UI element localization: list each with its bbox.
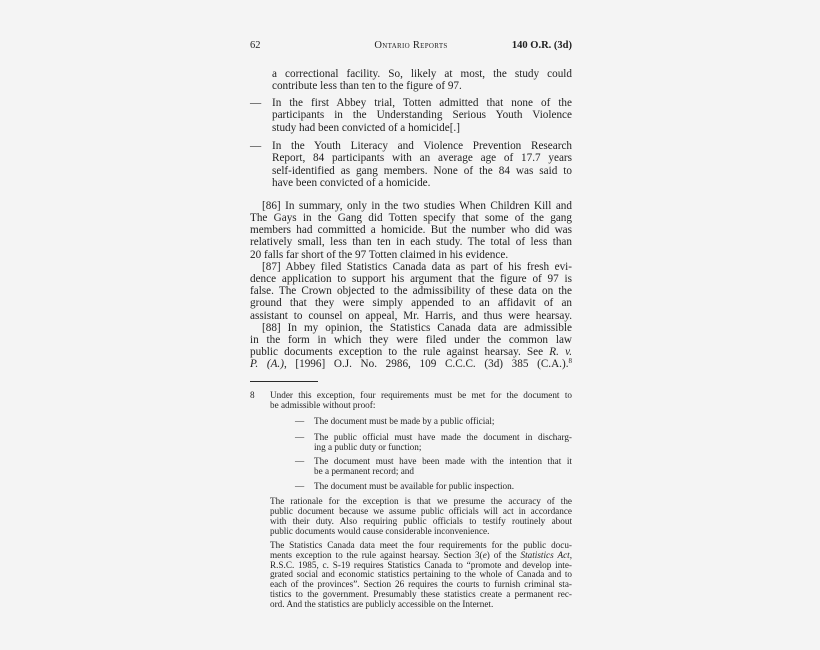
requirement-item bbox=[250, 456, 572, 476]
bullet-text bbox=[272, 140, 572, 190]
text-segment: , [1996] O.J. No. 2986, 109 C.C.C. (3d) 385 (C.A.). bbox=[283, 358, 569, 371]
requirement-item bbox=[250, 432, 572, 452]
text-line: In the first Abbey trial, Totten admitted that none of the bbox=[272, 96, 572, 109]
text-line: with their duty. Also requiring public officials to testify routinely about bbox=[270, 516, 572, 526]
em-dash-bullet: — bbox=[295, 432, 305, 442]
page-number: 62 bbox=[250, 40, 261, 51]
text-line: The document must be made by a public official; bbox=[314, 416, 495, 426]
text-line: public documents would cause considerable inconvenience. bbox=[270, 526, 490, 536]
em-dash-bullet: — bbox=[295, 481, 305, 491]
text-line: in the form in which they were filed under the common law bbox=[250, 334, 572, 347]
bullet-continuation bbox=[272, 68, 572, 93]
volume-citation: 140 O.R. (3d) bbox=[511, 40, 572, 51]
text-line: self-identified as gang members. None of the 84 was said to bbox=[272, 164, 572, 177]
text-segment: ) of the bbox=[486, 549, 521, 560]
running-title: Ontario Reports bbox=[374, 40, 448, 51]
case-name-italic: P. (A.) bbox=[250, 358, 284, 371]
text-line: R.S.C. 1985, c. S-19 requires Statistics Canada to “promote and develop inte- bbox=[270, 559, 572, 570]
bullet-item bbox=[250, 140, 572, 190]
bullet-item bbox=[250, 97, 572, 135]
text-line: The public official must have made the document in discharg- bbox=[314, 432, 572, 442]
requirement-text bbox=[314, 481, 572, 491]
text-line: assistant to counsel on appeal, Mr. Harris, and thus were hearsay. bbox=[250, 309, 572, 322]
text-line: The Statistics Canada data meet the four requirements for the public docu- bbox=[270, 540, 572, 550]
text-line: ord. And the statistics are publicly accessible on the Internet. bbox=[270, 598, 494, 609]
requirement-text bbox=[314, 432, 572, 452]
em-dash-bullet: — bbox=[295, 416, 305, 426]
text-line: a correctional facility. So, likely at most, the study could bbox=[272, 67, 572, 80]
text-line: study had been convicted of a homicide[.] bbox=[272, 121, 460, 134]
bullet-text bbox=[272, 97, 572, 135]
text-line: ing a public duty or function; bbox=[314, 442, 422, 452]
text-line: have been convicted of a homicide. bbox=[272, 177, 431, 190]
footnote-reference: 8 bbox=[568, 357, 572, 366]
text-line: public document because we assume public officials will act in accordance bbox=[270, 506, 572, 516]
text-line: Report, 84 participants with an average age of 17.7 years bbox=[272, 152, 572, 165]
text-line: be a permanent record; and bbox=[314, 466, 414, 476]
requirement-text bbox=[314, 416, 572, 426]
running-header bbox=[250, 39, 572, 52]
text-line: 20 falls far short of the 97 Totten claimed in his evidence. bbox=[250, 248, 509, 261]
requirement-text bbox=[314, 456, 572, 476]
text-line: ground that they were simply appended to an affidavit of an bbox=[250, 297, 572, 310]
text-line: participants in the Understanding Serious Youth Violence bbox=[272, 109, 572, 122]
paragraph-88 bbox=[250, 322, 572, 371]
paragraph-86 bbox=[250, 200, 572, 261]
text-line: relatively small, less than ten in each study. The total of less than bbox=[250, 236, 572, 249]
text-line: In the Youth Literacy and Violence Prevention Research bbox=[272, 139, 572, 152]
text-segment: ments exception to the rule against hearsay. Section 3( bbox=[270, 549, 483, 560]
footnote-separator bbox=[250, 381, 318, 382]
text-line: The document must be available for public inspection. bbox=[314, 481, 515, 491]
em-dash-bullet: — bbox=[250, 139, 262, 152]
text-line: contribute less than ten to the figure of 97. bbox=[272, 80, 462, 93]
footnote-paragraph-rationale bbox=[270, 496, 572, 536]
text-line: [86] In summary, only in the two studies When Children Kill and bbox=[262, 199, 572, 212]
text-line: [88] In my opinion, the Statistics Canada data are admissible bbox=[262, 321, 572, 334]
text-line: The document must have been made with the intention that it bbox=[314, 456, 572, 466]
text-line bbox=[250, 358, 572, 370]
text-line: be admissible without proof: bbox=[270, 400, 376, 410]
text-line: members had committed a homicide. But the number who did was bbox=[250, 224, 572, 237]
footnote-marker: 8 bbox=[250, 390, 255, 400]
text-line: grated social and economic statistics pertaining to the whole of Canada and to bbox=[270, 569, 572, 580]
em-dash-bullet: — bbox=[250, 96, 262, 109]
text-segment: public documents exception to the rule against hearsay. See bbox=[250, 346, 550, 359]
paragraph-87 bbox=[250, 261, 572, 322]
text-line: tistics to the government. Presumably these statistics create a permanent rec- bbox=[270, 588, 572, 599]
footnote-paragraph-statistics bbox=[270, 541, 572, 610]
case-name-italic: R. v. bbox=[549, 346, 572, 359]
requirement-item bbox=[250, 481, 572, 491]
text-line: Under this exception, four requirements must be met for the document to bbox=[270, 390, 572, 400]
text-line: dence application to support his argument that the figure of 97 is bbox=[250, 273, 572, 286]
text-line bbox=[250, 346, 572, 358]
text-line: false. The Crown objected to the admissibility of these data on the bbox=[250, 285, 572, 298]
text-line: [87] Abbey filed Statistics Canada data as part of his fresh evi- bbox=[262, 260, 572, 273]
requirement-item bbox=[250, 416, 572, 426]
italic-segment: e bbox=[482, 549, 487, 560]
em-dash-bullet: — bbox=[295, 456, 305, 466]
footnote-text bbox=[270, 390, 572, 410]
text-line: The rationale for the exception is that we presume the accuracy of the bbox=[270, 496, 572, 506]
text-segment: , bbox=[569, 549, 572, 560]
footnote-intro bbox=[250, 390, 572, 410]
text-line: The Gays in the Gang did Totten specify that some of the gang bbox=[250, 212, 572, 225]
statute-name-italic: Statistics Act bbox=[520, 549, 570, 560]
text-line: each of the provinces”. Section 26 requires the courts to furnish criminal sta- bbox=[270, 579, 572, 590]
